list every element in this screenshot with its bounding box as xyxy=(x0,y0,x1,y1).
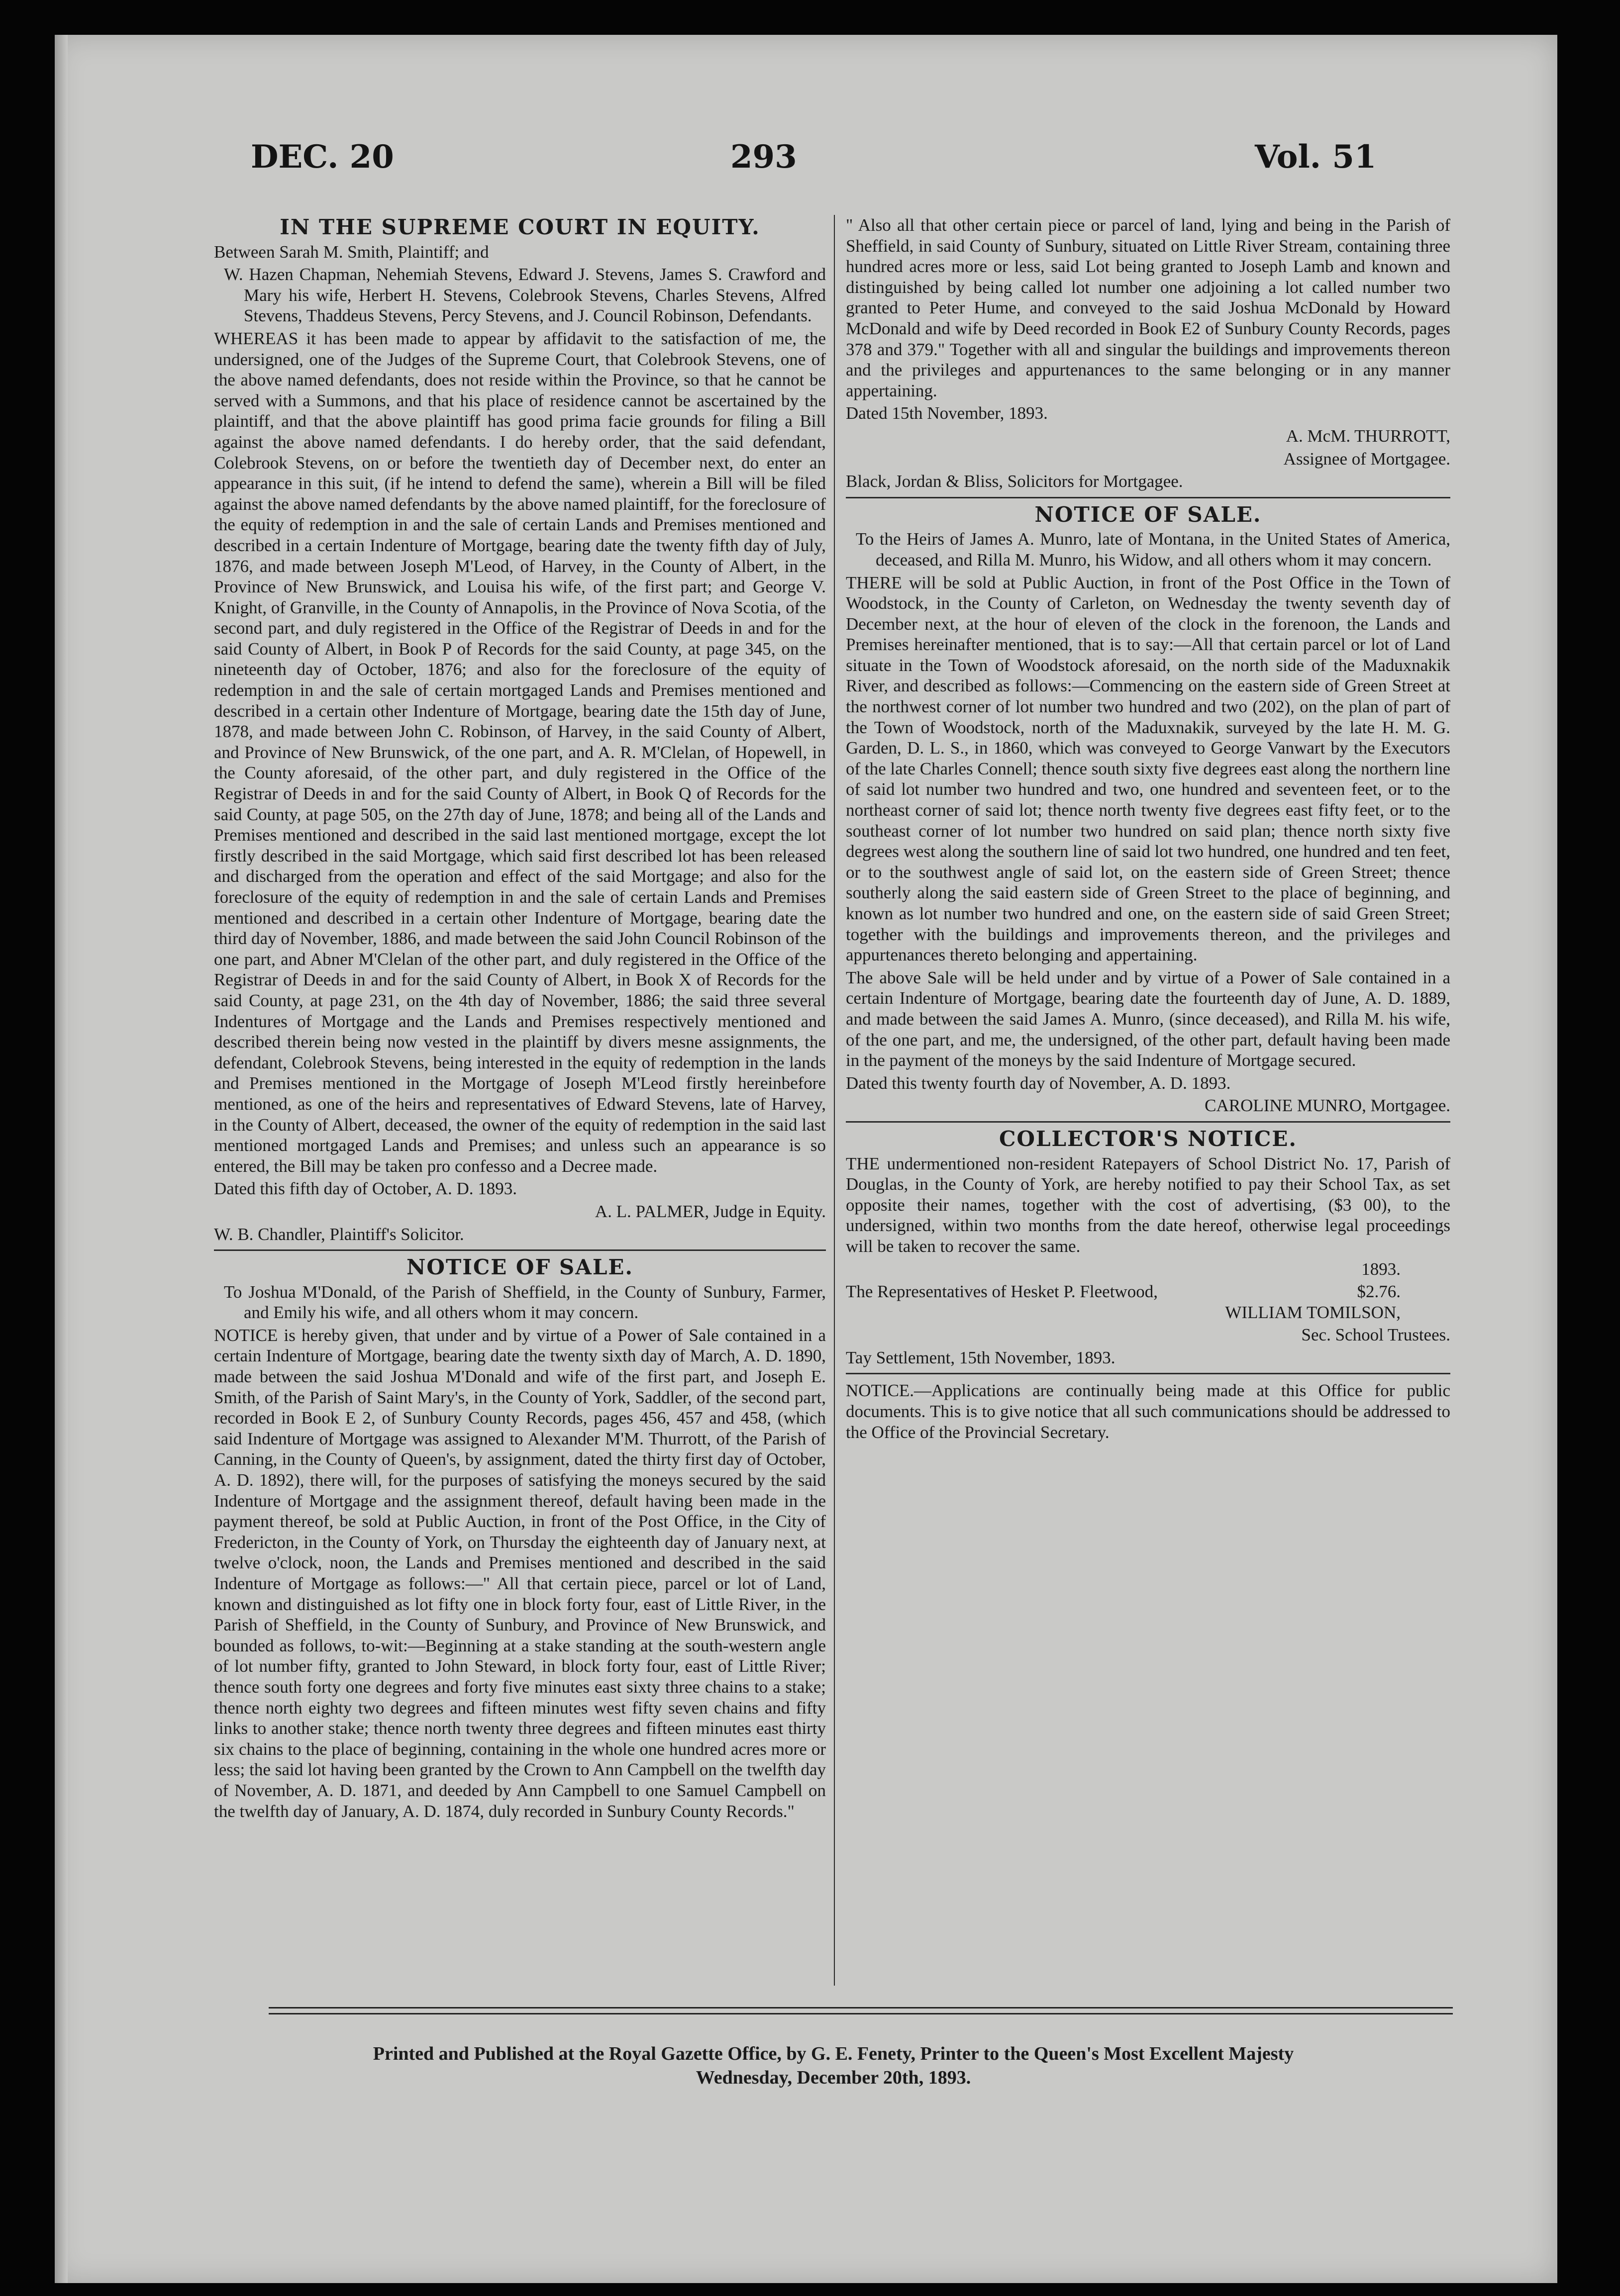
notice-sale-title: NOTICE OF SALE. xyxy=(406,1255,634,1280)
section-divider xyxy=(846,1121,1450,1123)
notice-sale-solicitors: Black, Jordan & Bliss, Solicitors for Mortgagee. xyxy=(846,472,1183,491)
collector-notice-entry xyxy=(846,1281,1450,1302)
notice-court-body: WHEREAS it has been made to appear by affidavit to the satisfaction of me, the undersigned, one of the Judges of the Supreme Court, that Colebrook Stevens, one of the above named defendants, does not reside within the Province, so that he cannot be served with a Summons, and that his place of residence cannot be ascertained by the plaintiff, and that the above plaintiff has good prima facie grounds for filing a Bill against the above named defendants. I do hereby order, that the said defendant, Colebrook Stevens, on or before the twentieth day of December next, do enter an appearance in this suit, (if he intend to defend the same), wherein a Bill will be filed against the above named defendants by the above named plaintiff, for the foreclosure of the equity of redemption in and the sale of certain Lands and Premises mentioned and described in a certain Indenture of Mortgage, bearing date the twenty fifth day of July, 1876, and made between Joseph M'Leod, of Harvey, in the County of Albert, in the Province of New Brunswick, and Louisa his wife, of the first part; and George V. Knight, of Granville, in the County of Annapolis, in the Province of Nova Scotia, of the second part, and duly registered in the Office of the Registrar of Deeds in and for the said County of Albert, in Book P of Records for the said County, at page 345, on the nineteenth day of October, 1876; and also for the foreclosure of the equity of redemption in and the sale of certain mortgaged Lands and Premises mentioned and described in a certain other Indenture of Mortgage, bearing date the 15th day of June, 1878, and made between John C. Robinson, of Harvey, in the said County of Albert, and Province of New Brunswick, of the one part, and A. R. M'Clelan, of Hopewell, in the County aforesaid, of the other part, and duly registered in the Office of the Registrar of Deeds in and for the said County of Albert, in Book Q of Records for the said County, at page 505, on the 27th day of June, 1878; and being all of the Lands and Premises mentioned and described in the said last mentioned mortgage, except the lot firstly described in the said Mortgage, which said first described lot has been released and discharged from the operation and effect of the said Mortgage; and also for the foreclosure of the equity of redemption in and the sale of certain Lands and Premises mentioned and described in a certain other Indenture of Mortgage, bearing date the third day of November, 1886, and made between the said John Council Robinson of the one part, and Abner M'Clelan of the other part, and duly registered in the Office of the Registrar of Deeds in and for the said County of Albert, in Book X of Records for the said County, at page 231, on the 4th day of November, 1886; the said three several Indentures of Mortgage and the Lands and Premises respectively mentioned and described therein being now vested in the plaintiff by divers mesne assignments, the defendant, Colebrook Stevens, being interested in the equity of redemption in the lands and Premises mentioned in the Mortgage of Joseph M'Leod firstly hereinbefore mentioned, as one of the heirs and representatives of Edward Stevens, late of Harvey, in the County of Albert, deceased, the owner of the equity of redemption in the said last mentioned mortgaged Lands and Premises; and unless such an appearance is so entered, the Bill may be taken pro confesso and a Decree made. xyxy=(214,328,826,1176)
collector-entry-name: The Representatives of Hesket P. Fleetwood, xyxy=(846,1282,1158,1302)
notice-sale-signature: A. McM. THURROTT, xyxy=(1286,426,1450,446)
footer-rule-top xyxy=(269,2007,1453,2009)
collector-notice-dated: Tay Settlement, 15th November, 1893. xyxy=(846,1347,1115,1367)
notice-sale2-body: THERE will be sold at Public Auction, in front of the Post Office in the Town of Woodstock, in the County of Carleton, on Wednesday the twenty seventh day of December next, at the hour of eleven of the clock in the forenoon, the Lands and Premises hereinafter mentioned, that is to say:—All that certain parcel or lot of Land situate in the Town of Woodstock aforesaid, on the north side of the Maduxnakik River, and described as follows:—Commencing on the eastern side of Green Street at the northwest corner of lot number two hundred and two (202), on the plan of part of the Town of Woodstock, north of the Maduxnakik, surveyed by the late H. M. G. Garden, D. L. S., in 1860, which was conveyed to George Vanwart by the Executors of the late Charles Connell; thence south sixty five degrees east along the northern line of said lot number two hundred and two, one hundred and seventeen feet, or to the northeast corner of said lot; thence north twenty five degrees east fifty feet, or to the southeast corner of lot number two hundred on said plan; thence north sixty five degrees west along the southern line of said lot two hundred, one hundred and ten feet, or to the southwest angle of said lot, on the eastern side of Green Street; thence southerly along the said eastern side of Green Street to the place of beginning, and known as lot number two hundred and one, on the eastern side of said Green Street; together with the buildings and improvements thereon, and the privileges and appurtenances thereto belonging and appertaining. xyxy=(846,573,1450,965)
collector-notice-title: COLLECTOR'S NOTICE. xyxy=(999,1126,1297,1151)
notice-sale2-body-continued: The above Sale will be held under and by virtue of a Power of Sale contained in a certain Indenture of Mortgage, bearing date the fourteenth day of June, A. D. 1889, and made between the said James A. Munro, (since deceased), and Rilla M. his wife, of the one part, and me, the undersigned, of the other part, default having been made in the payment of the moneys by the said Indenture of Mortgage secured. xyxy=(846,967,1450,1070)
collector-notice-body: THE undermentioned non-resident Ratepayers of School District No. 17, Parish of Douglas, in the County of York, are hereby notified to pay their School Tax, as set opposite their names, together with the cost of advertising, ($3 00), to the undersigned, within two months from the date hereof, otherwise legal proceedings will be taken to recover the same. xyxy=(846,1153,1450,1256)
page-footer xyxy=(214,2042,1453,2090)
collector-entry-amount: $2.76. xyxy=(1357,1282,1401,1302)
left-column xyxy=(214,215,826,1951)
page-binding-edge xyxy=(55,35,68,2283)
footer-date: Wednesday, December 20th, 1893. xyxy=(696,2067,971,2088)
section-divider xyxy=(846,497,1450,498)
notice-sale-signature-role: Assignee of Mortgagee. xyxy=(1283,449,1450,469)
footer-imprint: Printed and Published at the Royal Gazette Office, by G. E. Fenety, Printer to the Queen's Most Excellent Majesty xyxy=(373,2043,1294,2064)
notice-court-signature: A. L. PALMER, Judge in Equity. xyxy=(595,1201,826,1221)
header-volume: Vol. 51 xyxy=(1255,138,1377,176)
notice-sale-body: NOTICE is hereby given, that under and by virtue of a Power of Sale contained in a certain Indenture of Mortgage, bearing date the twenty sixth day of March, A. D. 1890, made between the said Joshua M'Donald and wife of the first part, and Joseph E. Smith, of the Parish of Saint Mary's, in the County of York, Saddler, of the second part, recorded in Book E 2, of Sunbury County Records, pages 456, 457 and 458, (which said Indenture of Mortgage was assigned to Alexander M'M. Thurrott, of the Parish of Canning, in the County of Queen's, by assignment, dated the thirty first day of October, A. D. 1892), there will, for the purposes of satisfying the moneys secured by the said Indenture of Mortgage and the assignment thereof, default having been made in the payment thereof, be sold at Public Auction, in front of the Post Office, in the City of Fredericton, in the County of York, on Thursday the eighteenth day of January next, at twelve o'clock, noon, the Lands and Premises mentioned and described in the said Indenture of Mortgage as follows:—" All that certain piece, parcel or lot of Land, known and distinguished as lot fifty one in block forty four, east of Little River, in the Parish of Sheffield, in the County of Sunbury, and Province of New Brunswick, and bounded as follows, to-wit:—Beginning at a stake standing at the south-western angle of lot number fifty, granted to John Steward, in block forty four, east of Little River; thence south forty one degrees and forty five minutes east sixty three chains to a stake; thence north eighty two degrees and fifteen minutes west fifty seven chains and fifty links to another stake; thence north twenty three degrees and fifteen minutes east thirty six chains to the place of beginning, containing in the whole one hundred acres more or less; the said lot having been granted by the Crown to Ann Campbell on the twelfth day of November, A. D. 1871, and deeded by Ann Campbell to one Samuel Campbell on the twelfth day of January, A. D. 1874, duly recorded in Sunbury County Records." xyxy=(214,1325,826,1821)
section-divider xyxy=(846,1373,1450,1374)
collector-notice-year: 1893. xyxy=(1361,1259,1401,1279)
provincial-notice-body: NOTICE.—Applications are continually being made at this Office for public documents. This is to give notice that all such communications should be addressed to the Office of the Provincial Secretary. xyxy=(846,1381,1450,1442)
header-date: DEC. 20 xyxy=(251,138,394,176)
notice-court-solicitor: W. B. Chandler, Plaintiff's Solicitor. xyxy=(214,1224,464,1244)
notice-sale-body-continued: " Also all that other certain piece or parcel of land, lying and being in the Parish of Sheffield, in said County of Sunbury, situated on Little River Stream, containing three hundred acres more or less, said Lot being granted to Joseph Lamb and known and distinguished by being called lot number one adjoining a lot called number two granted to Peter Hume, and conveyed to the said Joshua McDonald by Howard McDonald and wife by Deed recorded in Book E2 of Sunbury County Records, pages 378 and 379." Together with all and singular the buildings and improvements thereon and the privileges and appurtenances to the same belonging or in any manner appertaining. xyxy=(846,215,1450,400)
notice-court-dated: Dated this fifth day of October, A. D. 1893. xyxy=(214,1179,517,1199)
right-column xyxy=(846,215,1450,1986)
notice-court-defendants: W. Hazen Chapman, Nehemiah Stevens, Edward J. Stevens, James S. Crawford and Mary his wife, Herbert H. Stevens, Colebrook Stevens, Charles Stevens, Alfred Stevens, Thaddeus Stevens, Percy Stevens, and J. Council Robinson, Defendants. xyxy=(224,265,826,326)
notice-sale2-addressee: To the Heirs of James A. Munro, late of Montana, in the United States of America, deceased, and Rilla M. Munro, his Widow, and all others whom it may concern. xyxy=(856,529,1450,570)
notice-sale-addressee: To Joshua M'Donald, of the Parish of Sheffield, in the County of Sunbury, Farmer, and Emily his wife, and all others whom it may concern. xyxy=(224,1282,826,1323)
footer-rule-bottom xyxy=(269,2013,1453,2014)
section-divider xyxy=(214,1249,826,1251)
header-page-number: 293 xyxy=(730,138,797,176)
notice-court-plaintiff: Between Sarah M. Smith, Plaintiff; and xyxy=(214,242,489,262)
notice-sale2-title: NOTICE OF SALE. xyxy=(1034,502,1262,527)
collector-notice-signature-role: Sec. School Trustees. xyxy=(1301,1325,1450,1345)
notice-sale2-signature: CAROLINE MUNRO, Mortgagee. xyxy=(1205,1096,1450,1116)
page-header xyxy=(0,128,1620,188)
notice-sale-dated: Dated 15th November, 1893. xyxy=(846,403,1048,423)
collector-notice-signature: WILLIAM TOMILSON, xyxy=(1225,1302,1401,1322)
column-divider xyxy=(834,215,835,1986)
notice-court-title: IN THE SUPREME COURT IN EQUITY. xyxy=(280,215,760,239)
notice-sale2-dated: Dated this twenty fourth day of November, A. D. 1893. xyxy=(846,1073,1231,1093)
